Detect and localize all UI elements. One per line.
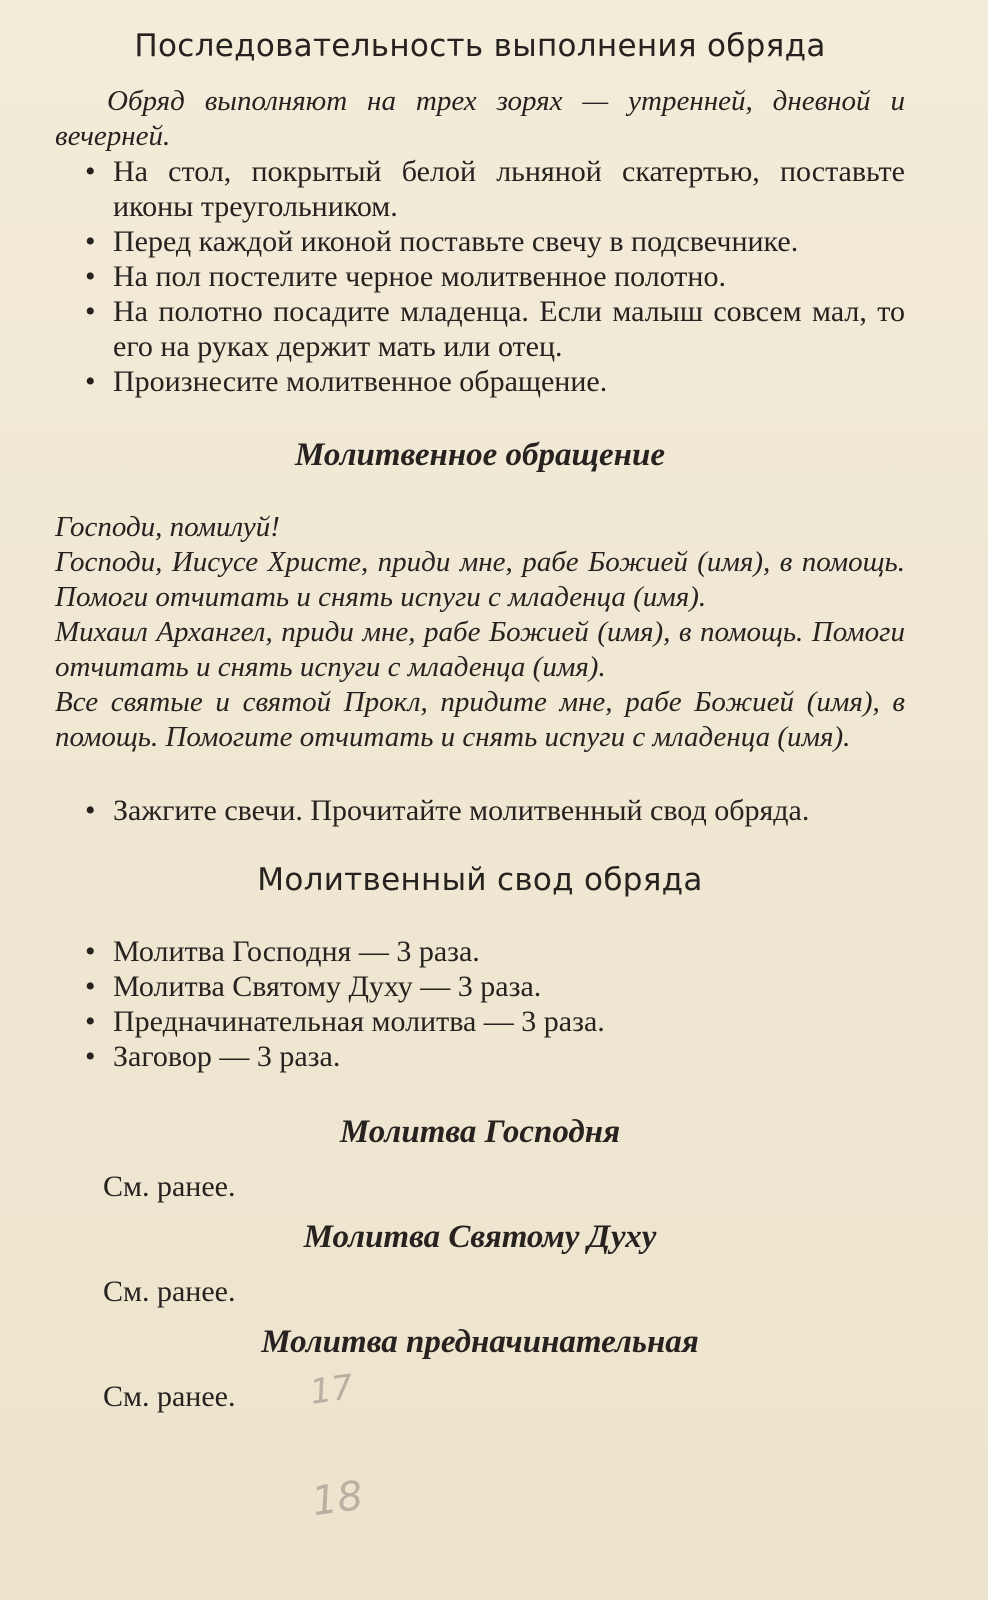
section-text: См. ранее. — [103, 1380, 236, 1413]
list-item: • Молитва Господня — 3 раза. — [85, 935, 480, 968]
list-item: • Предначинательная молитва — 3 раза. — [85, 1005, 605, 1038]
section-text: См. ранее. — [103, 1170, 236, 1203]
page-content — [55, 28, 905, 1415]
bullet-icon: • — [85, 935, 96, 968]
section-heading-prefatory: Молитва предначинательная — [261, 1324, 699, 1360]
bullet-icon: • — [85, 1005, 96, 1038]
list-item: • Молитва Святому Духу — 3 раза. — [85, 970, 542, 1003]
appeal-line: Михаил Архангел, приди мне, рабе Божией (имя), в помощь. Помоги отчитать и снять испуги с младенца (имя). — [55, 616, 905, 683]
bullet-icon: • — [85, 970, 96, 1003]
appeal-heading: Молитвенное обращение — [295, 437, 665, 473]
bullet-icon: • — [85, 295, 96, 328]
after-steps-list — [55, 793, 905, 828]
list-item: • На пол постелите черное молитвенное полотно. — [85, 260, 726, 293]
handwritten-note: 17 — [307, 1367, 356, 1413]
intro-paragraph: Обряд выполняют на трех зорях — утренней, дневной и вечерней. — [55, 85, 905, 152]
section-heading-lords-prayer: Молитва Господня — [339, 1114, 621, 1150]
list-item: • Зажгите свечи. Прочитайте молитвенный свод обряда. — [85, 794, 810, 827]
bullet-icon: • — [85, 155, 96, 188]
list-item: • Перед каждой иконой поставьте свечу в подсвечнике. — [85, 225, 799, 258]
steps-list — [55, 154, 905, 399]
bullet-icon: • — [85, 225, 96, 258]
list-item: • На полотно посадите младенца. Если малыш совсем мал, то его на руках держит мать или отец. — [85, 295, 905, 363]
appeal-text — [55, 510, 905, 755]
section-text: См. ранее. — [103, 1275, 236, 1308]
bullet-icon: • — [85, 365, 96, 398]
bullet-icon: • — [85, 1040, 96, 1073]
appeal-line: Господи, помилуй! — [55, 511, 280, 543]
list-item: • На стол, покрытый белой льняной скатертью, поставьте иконы треугольником. — [85, 155, 905, 223]
handwritten-note: 18 — [309, 1472, 366, 1526]
appeal-line: Все святые и святой Прокл, придите мне, рабе Божией (имя), в помощь. Помогите отчитать и снять испуги с младенца (имя). — [55, 686, 905, 753]
appeal-line: Господи, Иисусе Христе, приди мне, рабе Божией (имя), в помощь. Помоги отчитать и снять испуги с младенца (имя). — [55, 546, 905, 613]
list-item: • Произнесите молитвенное обращение. — [85, 365, 608, 398]
svod-list — [55, 934, 905, 1074]
page-title: Последовательность выполнения обряда — [134, 28, 826, 64]
bullet-icon: • — [85, 260, 96, 293]
list-item: • Заговор — 3 раза. — [85, 1040, 341, 1073]
bullet-icon: • — [85, 794, 96, 827]
svod-heading: Молитвенный свод обряда — [257, 862, 703, 898]
section-heading-holy-spirit: Молитва Святому Духу — [303, 1219, 657, 1255]
